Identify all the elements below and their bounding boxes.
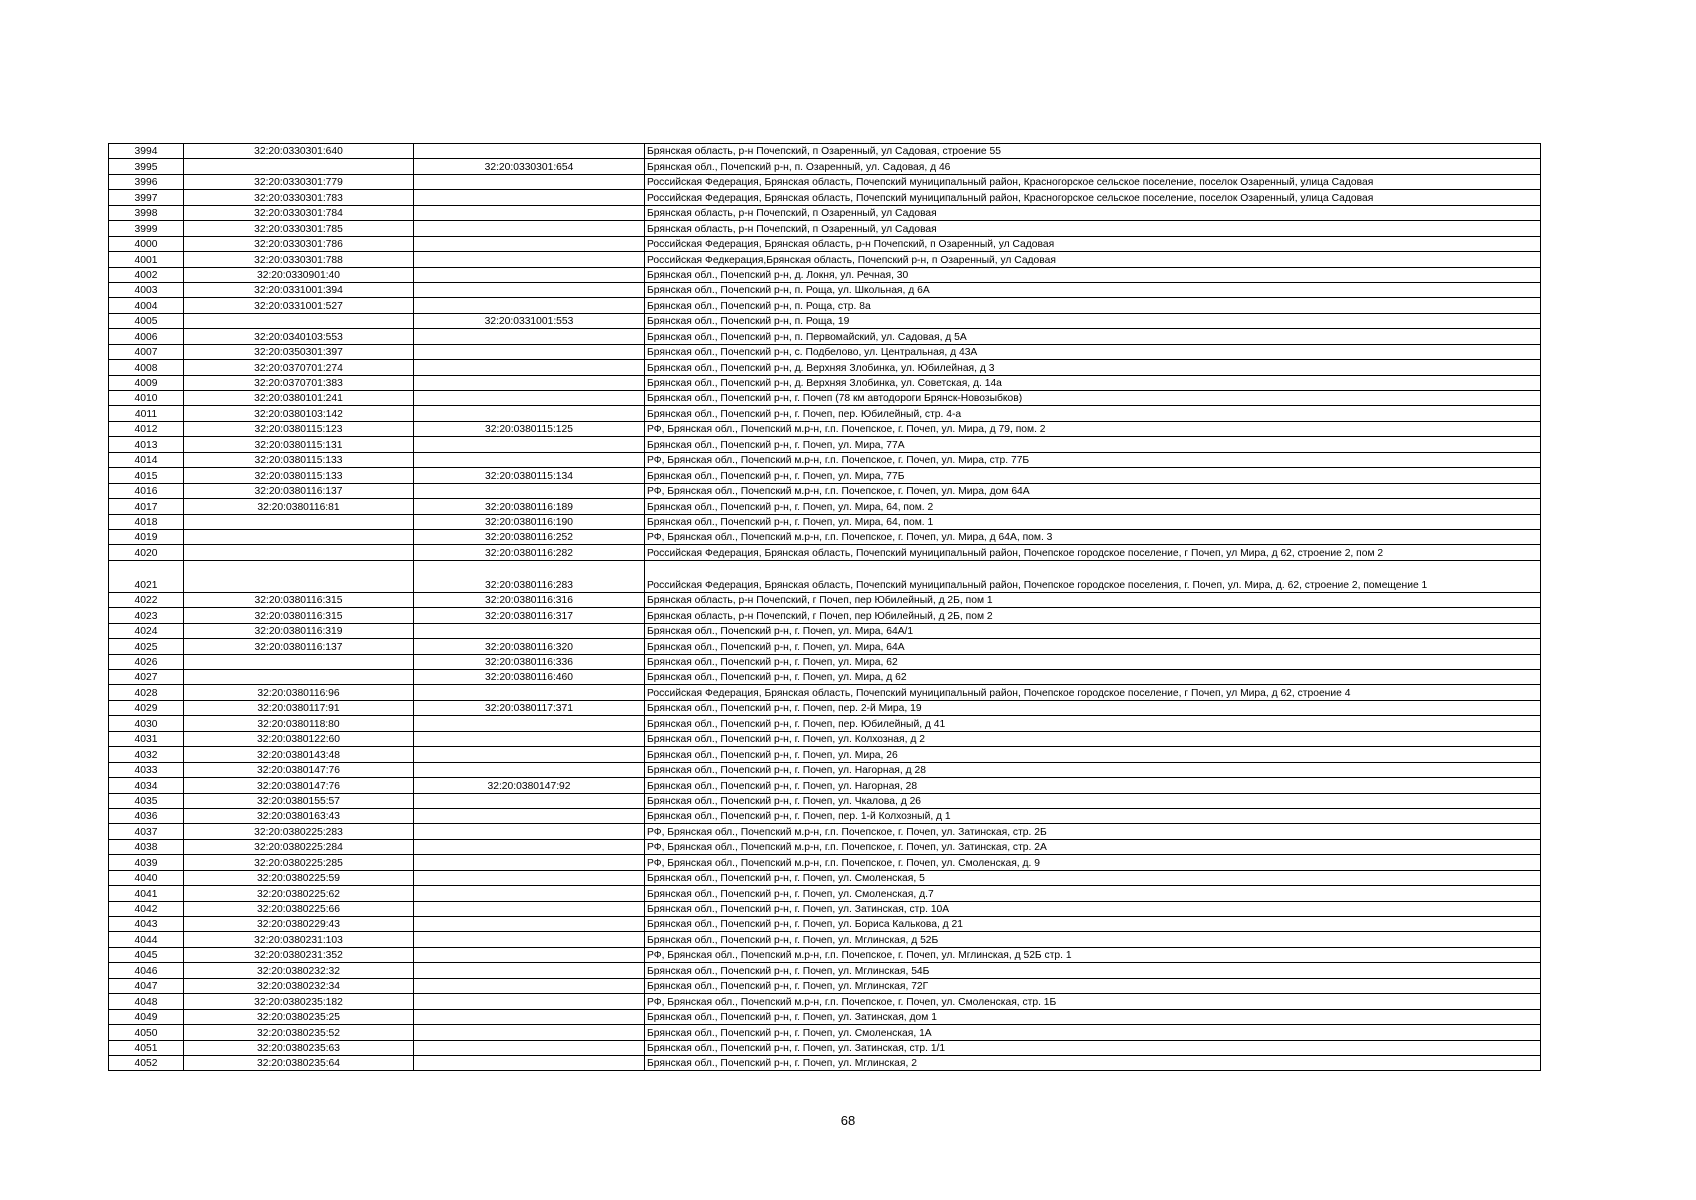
table-row (109, 747, 1541, 762)
related-cadastral-number-cell (414, 947, 645, 962)
related-cadastral-number-cell (414, 932, 645, 947)
row-number-cell: 4018 (109, 514, 184, 529)
table-row (109, 205, 1541, 220)
table-row (109, 529, 1541, 544)
table-row (109, 406, 1541, 421)
address-cell: РФ, Брянская обл., Почепский м.р-н, г.п. Почепское, г. Почеп, ул. Мира, дом 64А (645, 483, 1541, 498)
cadastral-number-cell: 32:20:0380235:52 (184, 1025, 414, 1040)
cadastral-number-cell: 32:20:0380225:283 (184, 824, 414, 839)
cadastral-number-cell (184, 545, 414, 560)
address-cell: Брянская обл., Почепский р-н, г. Почеп, ул. Мира, 64А (645, 639, 1541, 654)
table-row (109, 855, 1541, 870)
table-row (109, 483, 1541, 498)
row-number-cell: 4001 (109, 252, 184, 267)
table-row (109, 190, 1541, 205)
row-number-cell: 4035 (109, 793, 184, 808)
related-cadastral-number-cell (414, 375, 645, 390)
table-row (109, 174, 1541, 189)
table-row (109, 1025, 1541, 1040)
table-row (109, 344, 1541, 359)
address-cell: Российская Федерация, Брянская область, Почепский муниципальный район, Почепское городское поселение, г Почеп, ул Мира, д 62, строение 4 (645, 685, 1541, 700)
address-cell: Брянская обл., Почепский р-н, п. Роща, 19 (645, 313, 1541, 328)
cadastral-number-cell (184, 560, 414, 592)
cadastral-number-cell: 32:20:0380116:137 (184, 483, 414, 498)
cadastral-number-cell (184, 313, 414, 328)
row-number-cell: 4007 (109, 344, 184, 359)
table-row (109, 437, 1541, 452)
address-cell: Брянская обл., Почепский р-н, г. Почеп, ул. Бориса Калькова, д 21 (645, 917, 1541, 932)
cadastral-number-cell: 32:20:0380103:142 (184, 406, 414, 421)
table-row (109, 468, 1541, 483)
row-number-cell: 4050 (109, 1025, 184, 1040)
row-number-cell: 4021 (109, 560, 184, 592)
cadastral-number-cell: 32:20:0380116:137 (184, 639, 414, 654)
address-cell: Российская Федкерация,Брянская область, Почепский р-н, п Озаренный, ул Садовая (645, 252, 1541, 267)
row-number-cell: 4030 (109, 716, 184, 731)
address-cell: РФ, Брянская обл., Почепский м.р-н, г.п. Почепское, г. Почеп, ул. Мира, д 79, пом. 2 (645, 421, 1541, 436)
related-cadastral-number-cell: 32:20:0330301:654 (414, 159, 645, 174)
row-number-cell: 4003 (109, 282, 184, 297)
table-row (109, 731, 1541, 746)
cadastral-number-cell: 32:20:0380235:182 (184, 994, 414, 1009)
cadastral-number-cell: 32:20:0380115:133 (184, 452, 414, 467)
table-row (109, 700, 1541, 715)
related-cadastral-number-cell: 32:20:0380116:316 (414, 592, 645, 607)
address-cell: Брянская обл., Почепский р-н, г. Почеп, ул. Мглинская, 54Б (645, 963, 1541, 978)
address-cell: Брянская обл., Почепский р-н, д. Верхняя Злобинка, ул. Юбилейная, д 3 (645, 360, 1541, 375)
address-cell: Брянская обл., Почепский р-н, г. Почеп, ул. Нагорная, д 28 (645, 762, 1541, 777)
row-number-cell: 4006 (109, 329, 184, 344)
row-number-cell: 4044 (109, 932, 184, 947)
address-cell: Брянская обл., Почепский р-н, г. Почеп, ул. Мглинская, 2 (645, 1055, 1541, 1070)
related-cadastral-number-cell (414, 731, 645, 746)
row-number-cell: 4016 (109, 483, 184, 498)
related-cadastral-number-cell: 32:20:0380117:371 (414, 700, 645, 715)
related-cadastral-number-cell (414, 360, 645, 375)
related-cadastral-number-cell (414, 685, 645, 700)
table-row (109, 252, 1541, 267)
row-number-cell: 4015 (109, 468, 184, 483)
cadastral-number-cell: 32:20:0380116:319 (184, 623, 414, 638)
address-cell: Брянская обл., Почепский р-н, г. Почеп, пер. 2-й Мира, 19 (645, 700, 1541, 715)
address-cell: Российская Федерация, Брянская область, р-н Почепский, п Озаренный, ул Садовая (645, 236, 1541, 251)
related-cadastral-number-cell: 32:20:0380115:134 (414, 468, 645, 483)
cadastral-number-cell: 32:20:0380235:25 (184, 1009, 414, 1024)
address-cell: Брянская обл., Почепский р-н, г. Почеп (78 км автодороги Брянск-Новозыбков) (645, 391, 1541, 406)
table-row (109, 267, 1541, 282)
address-cell: Брянская обл., Почепский р-н, г. Почеп, ул. Мира, 62 (645, 654, 1541, 669)
address-cell: Брянская область, р-н Почепский, п Озаренный, ул Садовая (645, 221, 1541, 236)
cadastral-number-cell: 32:20:0380225:59 (184, 870, 414, 885)
address-cell: Брянская обл., Почепский р-н, г. Почеп, ул. Мира, 64, пом. 1 (645, 514, 1541, 529)
related-cadastral-number-cell (414, 824, 645, 839)
table-row (109, 282, 1541, 297)
table-row (109, 639, 1541, 654)
table-row (109, 932, 1541, 947)
cadastral-number-cell: 32:20:0330301:785 (184, 221, 414, 236)
row-number-cell: 3996 (109, 174, 184, 189)
table-row (109, 452, 1541, 467)
cadastral-number-cell: 32:20:0330301:788 (184, 252, 414, 267)
address-cell: Брянская обл., Почепский р-н, г. Почеп, ул. Мира, 77А (645, 437, 1541, 452)
related-cadastral-number-cell (414, 1055, 645, 1070)
row-number-cell: 3999 (109, 221, 184, 236)
related-cadastral-number-cell (414, 1009, 645, 1024)
cadastral-number-cell: 32:20:0380231:352 (184, 947, 414, 962)
related-cadastral-number-cell: 32:20:0380116:320 (414, 639, 645, 654)
related-cadastral-number-cell (414, 282, 645, 297)
cadastral-number-cell: 32:20:0380116:315 (184, 592, 414, 607)
address-cell: Российская Федерация, Брянская область, Почепский муниципальный район, Красногорское сельское поселение, поселок Озаренный, улица Садовая (645, 174, 1541, 189)
related-cadastral-number-cell (414, 747, 645, 762)
row-number-cell: 4034 (109, 778, 184, 793)
address-cell: Брянская обл., Почепский р-н, г. Почеп, пер. Юбилейный, стр. 4-а (645, 406, 1541, 421)
cadastral-number-cell: 32:20:0380163:43 (184, 808, 414, 823)
row-number-cell: 3995 (109, 159, 184, 174)
table-row (109, 886, 1541, 901)
related-cadastral-number-cell (414, 994, 645, 1009)
cadastral-number-cell: 32:20:0380115:133 (184, 468, 414, 483)
table-row (109, 298, 1541, 313)
related-cadastral-number-cell (414, 437, 645, 452)
row-number-cell: 4047 (109, 978, 184, 993)
row-number-cell: 3997 (109, 190, 184, 205)
address-cell: Брянская обл., Почепский р-н, п. Роща, ул. Школьная, д 6А (645, 282, 1541, 297)
address-cell: Брянская обл., Почепский р-н, г. Почеп, ул. Мира, 26 (645, 747, 1541, 762)
cadastral-number-cell: 32:20:0330901:40 (184, 267, 414, 282)
related-cadastral-number-cell (414, 901, 645, 916)
related-cadastral-number-cell (414, 886, 645, 901)
related-cadastral-number-cell (414, 978, 645, 993)
cadastral-number-cell: 32:20:0380225:284 (184, 839, 414, 854)
page-number: 68 (840, 1113, 856, 1128)
cadastral-number-cell: 32:20:0380147:76 (184, 762, 414, 777)
cadastral-number-cell: 32:20:0380229:43 (184, 917, 414, 932)
related-cadastral-number-cell (414, 839, 645, 854)
row-number-cell: 4014 (109, 452, 184, 467)
cadastral-number-cell: 32:20:0340103:553 (184, 329, 414, 344)
cadastral-number-cell: 32:20:0331001:527 (184, 298, 414, 313)
cadastral-number-cell: 32:20:0330301:640 (184, 144, 414, 159)
table-row (109, 793, 1541, 808)
address-cell: Брянская обл., Почепский р-н, г. Почеп, ул. Смоленская, д.7 (645, 886, 1541, 901)
cadastral-number-cell: 32:20:0380225:285 (184, 855, 414, 870)
row-number-cell: 4028 (109, 685, 184, 700)
related-cadastral-number-cell (414, 329, 645, 344)
table-row (109, 917, 1541, 932)
cadastral-number-cell: 32:20:0330301:779 (184, 174, 414, 189)
row-number-cell: 4019 (109, 529, 184, 544)
address-cell: Брянская обл., Почепский р-н, г. Почеп, ул. Мира, д 62 (645, 670, 1541, 685)
row-number-cell: 4025 (109, 639, 184, 654)
related-cadastral-number-cell (414, 793, 645, 808)
address-cell: Брянская обл., Почепский р-н, г. Почеп, ул. Колхозная, д 2 (645, 731, 1541, 746)
row-number-cell: 4023 (109, 608, 184, 623)
row-number-cell: 4020 (109, 545, 184, 560)
table-row (109, 762, 1541, 777)
cadastral-number-cell: 32:20:0370701:383 (184, 375, 414, 390)
related-cadastral-number-cell (414, 963, 645, 978)
table-row (109, 685, 1541, 700)
row-number-cell: 4040 (109, 870, 184, 885)
row-number-cell: 4041 (109, 886, 184, 901)
cadastral-number-cell: 32:20:0380147:76 (184, 778, 414, 793)
cadastral-number-cell (184, 159, 414, 174)
cadastral-number-cell: 32:20:0380235:64 (184, 1055, 414, 1070)
row-number-cell: 3998 (109, 205, 184, 220)
cadastral-number-cell: 32:20:0330301:784 (184, 205, 414, 220)
cadastral-number-cell: 32:20:0380116:315 (184, 608, 414, 623)
row-number-cell: 4011 (109, 406, 184, 421)
related-cadastral-number-cell (414, 1040, 645, 1055)
address-cell: Брянская обл., Почепский р-н, г. Почеп, ул. Затинская, стр. 10А (645, 901, 1541, 916)
table-row (109, 901, 1541, 916)
row-number-cell: 4008 (109, 360, 184, 375)
address-cell: РФ, Брянская обл., Почепский м.р-н, г.п. Почепское, г. Почеп, ул. Мглинская, д 52Б стр. 1 (645, 947, 1541, 962)
row-number-cell: 4012 (109, 421, 184, 436)
cadastral-number-cell: 32:20:0380118:80 (184, 716, 414, 731)
table-row (109, 808, 1541, 823)
address-cell: Брянская обл., Почепский р-н, г. Почеп, ул. Смоленская, 1А (645, 1025, 1541, 1040)
related-cadastral-number-cell (414, 205, 645, 220)
table-row (109, 391, 1541, 406)
cadastral-number-cell: 32:20:0380101:241 (184, 391, 414, 406)
table-row (109, 144, 1541, 159)
related-cadastral-number-cell (414, 391, 645, 406)
table-row (109, 514, 1541, 529)
related-cadastral-number-cell: 32:20:0380147:92 (414, 778, 645, 793)
address-cell: Брянская обл., Почепский р-н, г. Почеп, ул. Нагорная, 28 (645, 778, 1541, 793)
cadastral-number-cell: 32:20:0350301:397 (184, 344, 414, 359)
related-cadastral-number-cell (414, 483, 645, 498)
table-row (109, 963, 1541, 978)
related-cadastral-number-cell (414, 252, 645, 267)
related-cadastral-number-cell: 32:20:0380116:336 (414, 654, 645, 669)
table-row (109, 778, 1541, 793)
row-number-cell: 4013 (109, 437, 184, 452)
row-number-cell: 4036 (109, 808, 184, 823)
related-cadastral-number-cell (414, 190, 645, 205)
row-number-cell: 4024 (109, 623, 184, 638)
row-number-cell: 4033 (109, 762, 184, 777)
row-number-cell: 4002 (109, 267, 184, 282)
row-number-cell: 3994 (109, 144, 184, 159)
address-cell: Брянская обл., Почепский р-н, д. Локня, ул. Речная, 30 (645, 267, 1541, 282)
cadastral-number-cell: 32:20:0380116:96 (184, 685, 414, 700)
table-row (109, 994, 1541, 1009)
related-cadastral-number-cell (414, 236, 645, 251)
cadastral-number-cell: 32:20:0330301:786 (184, 236, 414, 251)
table-row (109, 824, 1541, 839)
address-cell: Российская Федерация, Брянская область, Почепский муниципальный район, Почепское городское поселение, г Почеп, ул Мира, д 62, строение 2, пом 2 (645, 545, 1541, 560)
registry-table-body (109, 144, 1541, 1071)
row-number-cell: 4031 (109, 731, 184, 746)
related-cadastral-number-cell: 32:20:0331001:553 (414, 313, 645, 328)
cadastral-number-cell: 32:20:0380143:48 (184, 747, 414, 762)
table-row (109, 375, 1541, 390)
related-cadastral-number-cell (414, 174, 645, 189)
address-cell: Брянская область, р-н Почепский, п Озаренный, ул Садовая (645, 205, 1541, 220)
related-cadastral-number-cell (414, 144, 645, 159)
address-cell: Брянская обл., Почепский р-н, г. Почеп, ул. Мглинская, д 52Б (645, 932, 1541, 947)
related-cadastral-number-cell (414, 344, 645, 359)
cadastral-number-cell (184, 529, 414, 544)
row-number-cell: 4045 (109, 947, 184, 962)
address-cell: Брянская обл., Почепский р-н, г. Почеп, пер. Юбилейный, д 41 (645, 716, 1541, 731)
registry-table (108, 143, 1541, 1071)
related-cadastral-number-cell (414, 298, 645, 313)
related-cadastral-number-cell: 32:20:0380116:283 (414, 560, 645, 592)
address-cell: Брянская обл., Почепский р-н, г. Почеп, ул. Затинская, дом 1 (645, 1009, 1541, 1024)
address-cell: Брянская обл., Почепский р-н, с. Подбелово, ул. Центральная, д 43А (645, 344, 1541, 359)
table-row (109, 159, 1541, 174)
cadastral-number-cell: 32:20:0380155:57 (184, 793, 414, 808)
row-number-cell: 4051 (109, 1040, 184, 1055)
address-cell: Брянская обл., Почепский р-н, г. Почеп, ул. Мира, 77Б (645, 468, 1541, 483)
row-number-cell: 4038 (109, 839, 184, 854)
table-row (109, 329, 1541, 344)
row-number-cell: 4010 (109, 391, 184, 406)
related-cadastral-number-cell: 32:20:0380116:252 (414, 529, 645, 544)
table-row (109, 360, 1541, 375)
cadastral-number-cell: 32:20:0380225:62 (184, 886, 414, 901)
table-row (109, 1040, 1541, 1055)
table-row (109, 978, 1541, 993)
related-cadastral-number-cell (414, 917, 645, 932)
cadastral-number-cell: 32:20:0380115:131 (184, 437, 414, 452)
table-row (109, 670, 1541, 685)
table-row (109, 221, 1541, 236)
address-cell: Брянская обл., Почепский р-н, г. Почеп, пер. 1-й Колхозный, д 1 (645, 808, 1541, 823)
table-row (109, 839, 1541, 854)
address-cell: РФ, Брянская обл., Почепский м.р-н, г.п. Почепское, г. Почеп, ул. Затинская, стр. 2А (645, 839, 1541, 854)
related-cadastral-number-cell (414, 452, 645, 467)
address-cell: РФ, Брянская обл., Почепский м.р-н, г.п. Почепское, г. Почеп, ул. Смоленская, стр. 1Б (645, 994, 1541, 1009)
table-row (109, 236, 1541, 251)
address-cell: РФ, Брянская обл., Почепский м.р-н, г.п. Почепское, г. Почеп, ул. Мира, д 64А, пом. 3 (645, 529, 1541, 544)
row-number-cell: 4026 (109, 654, 184, 669)
related-cadastral-number-cell: 32:20:0380115:125 (414, 421, 645, 436)
table-row (109, 545, 1541, 560)
table-row (109, 623, 1541, 638)
row-number-cell: 4022 (109, 592, 184, 607)
table-row (109, 1055, 1541, 1070)
related-cadastral-number-cell (414, 716, 645, 731)
address-cell: Брянская обл., Почепский р-н, г. Почеп, ул. Мира, 64, пом. 2 (645, 499, 1541, 514)
row-number-cell: 4009 (109, 375, 184, 390)
related-cadastral-number-cell: 32:20:0380116:282 (414, 545, 645, 560)
related-cadastral-number-cell (414, 221, 645, 236)
table-row (109, 608, 1541, 623)
related-cadastral-number-cell (414, 406, 645, 421)
address-cell: Брянская область, р-н Почепский, г Почеп, пер Юбилейный, д 2Б, пом 2 (645, 608, 1541, 623)
related-cadastral-number-cell (414, 762, 645, 777)
row-number-cell: 4042 (109, 901, 184, 916)
row-number-cell: 4039 (109, 855, 184, 870)
related-cadastral-number-cell (414, 267, 645, 282)
cadastral-number-cell: 32:20:0380116:81 (184, 499, 414, 514)
table-row (109, 499, 1541, 514)
cadastral-number-cell: 32:20:0380235:63 (184, 1040, 414, 1055)
related-cadastral-number-cell (414, 808, 645, 823)
cadastral-number-cell: 32:20:0380122:60 (184, 731, 414, 746)
address-cell: Брянская обл., Почепский р-н, г. Почеп, ул. Мира, 64А/1 (645, 623, 1541, 638)
related-cadastral-number-cell (414, 623, 645, 638)
address-cell: Брянская область, р-н Почепский, п Озаренный, ул Садовая, строение 55 (645, 144, 1541, 159)
row-number-cell: 4052 (109, 1055, 184, 1070)
row-number-cell: 4005 (109, 313, 184, 328)
address-cell: Брянская обл., Почепский р-н, п. Роща, стр. 8а (645, 298, 1541, 313)
address-cell: Российская Федерация, Брянская область, Почепский муниципальный район, Почепское городское поселения, г. Почеп, ул. Мира, д. 62, строение 2, помещение 1 (645, 560, 1541, 592)
cadastral-number-cell: 32:20:0380115:123 (184, 421, 414, 436)
address-cell: Брянская обл., Почепский р-н, г. Почеп, ул. Чкалова, д 26 (645, 793, 1541, 808)
table-row (109, 560, 1541, 592)
address-cell: Брянская обл., Почепский р-н, г. Почеп, ул. Смоленская, 5 (645, 870, 1541, 885)
address-cell: РФ, Брянская обл., Почепский м.р-н, г.п. Почепское, г. Почеп, ул. Затинская, стр. 2Б (645, 824, 1541, 839)
address-cell: РФ, Брянская обл., Почепский м.р-н, г.п. Почепское, г. Почеп, ул. Смоленская, д. 9 (645, 855, 1541, 870)
row-number-cell: 4046 (109, 963, 184, 978)
cadastral-number-cell: 32:20:0370701:274 (184, 360, 414, 375)
row-number-cell: 4000 (109, 236, 184, 251)
table-row (109, 592, 1541, 607)
address-cell: Брянская обл., Почепский р-н, п. Первомайский, ул. Садовая, д 5А (645, 329, 1541, 344)
row-number-cell: 4032 (109, 747, 184, 762)
related-cadastral-number-cell: 32:20:0380116:317 (414, 608, 645, 623)
cadastral-number-cell: 32:20:0380232:32 (184, 963, 414, 978)
table-row (109, 654, 1541, 669)
related-cadastral-number-cell: 32:20:0380116:190 (414, 514, 645, 529)
cadastral-number-cell: 32:20:0380225:66 (184, 901, 414, 916)
row-number-cell: 4037 (109, 824, 184, 839)
table-row (109, 1009, 1541, 1024)
row-number-cell: 4029 (109, 700, 184, 715)
related-cadastral-number-cell (414, 1025, 645, 1040)
cadastral-number-cell: 32:20:0380232:34 (184, 978, 414, 993)
address-cell: Брянская обл., Почепский р-н, п. Озаренный, ул. Садовая, д 46 (645, 159, 1541, 174)
address-cell: Брянская область, р-н Почепский, г Почеп, пер Юбилейный, д 2Б, пом 1 (645, 592, 1541, 607)
cadastral-number-cell: 32:20:0331001:394 (184, 282, 414, 297)
address-cell: РФ, Брянская обл., Почепский м.р-н, г.п. Почепское, г. Почеп, ул. Мира, стр. 77Б (645, 452, 1541, 467)
cadastral-number-cell (184, 670, 414, 685)
row-number-cell: 4049 (109, 1009, 184, 1024)
row-number-cell: 4017 (109, 499, 184, 514)
row-number-cell: 4004 (109, 298, 184, 313)
address-cell: Брянская обл., Почепский р-н, д. Верхняя Злобинка, ул. Советская, д. 14а (645, 375, 1541, 390)
table-row (109, 947, 1541, 962)
address-cell: Брянская обл., Почепский р-н, г. Почеп, ул. Мглинская, 72Г (645, 978, 1541, 993)
address-cell: Российская Федерация, Брянская область, Почепский муниципальный район, Красногорское сельское поселение, поселок Озаренный, улица Садовая (645, 190, 1541, 205)
related-cadastral-number-cell: 32:20:0380116:189 (414, 499, 645, 514)
cadastral-number-cell (184, 514, 414, 529)
related-cadastral-number-cell (414, 855, 645, 870)
address-cell: Брянская обл., Почепский р-н, г. Почеп, ул. Затинская, стр. 1/1 (645, 1040, 1541, 1055)
cadastral-number-cell: 32:20:0380231:103 (184, 932, 414, 947)
table-row (109, 313, 1541, 328)
table-row (109, 421, 1541, 436)
cadastral-number-cell (184, 654, 414, 669)
table-row (109, 870, 1541, 885)
cadastral-number-cell: 32:20:0380117:91 (184, 700, 414, 715)
cadastral-number-cell: 32:20:0330301:783 (184, 190, 414, 205)
row-number-cell: 4027 (109, 670, 184, 685)
row-number-cell: 4043 (109, 917, 184, 932)
table-row (109, 716, 1541, 731)
row-number-cell: 4048 (109, 994, 184, 1009)
related-cadastral-number-cell (414, 870, 645, 885)
related-cadastral-number-cell: 32:20:0380116:460 (414, 670, 645, 685)
